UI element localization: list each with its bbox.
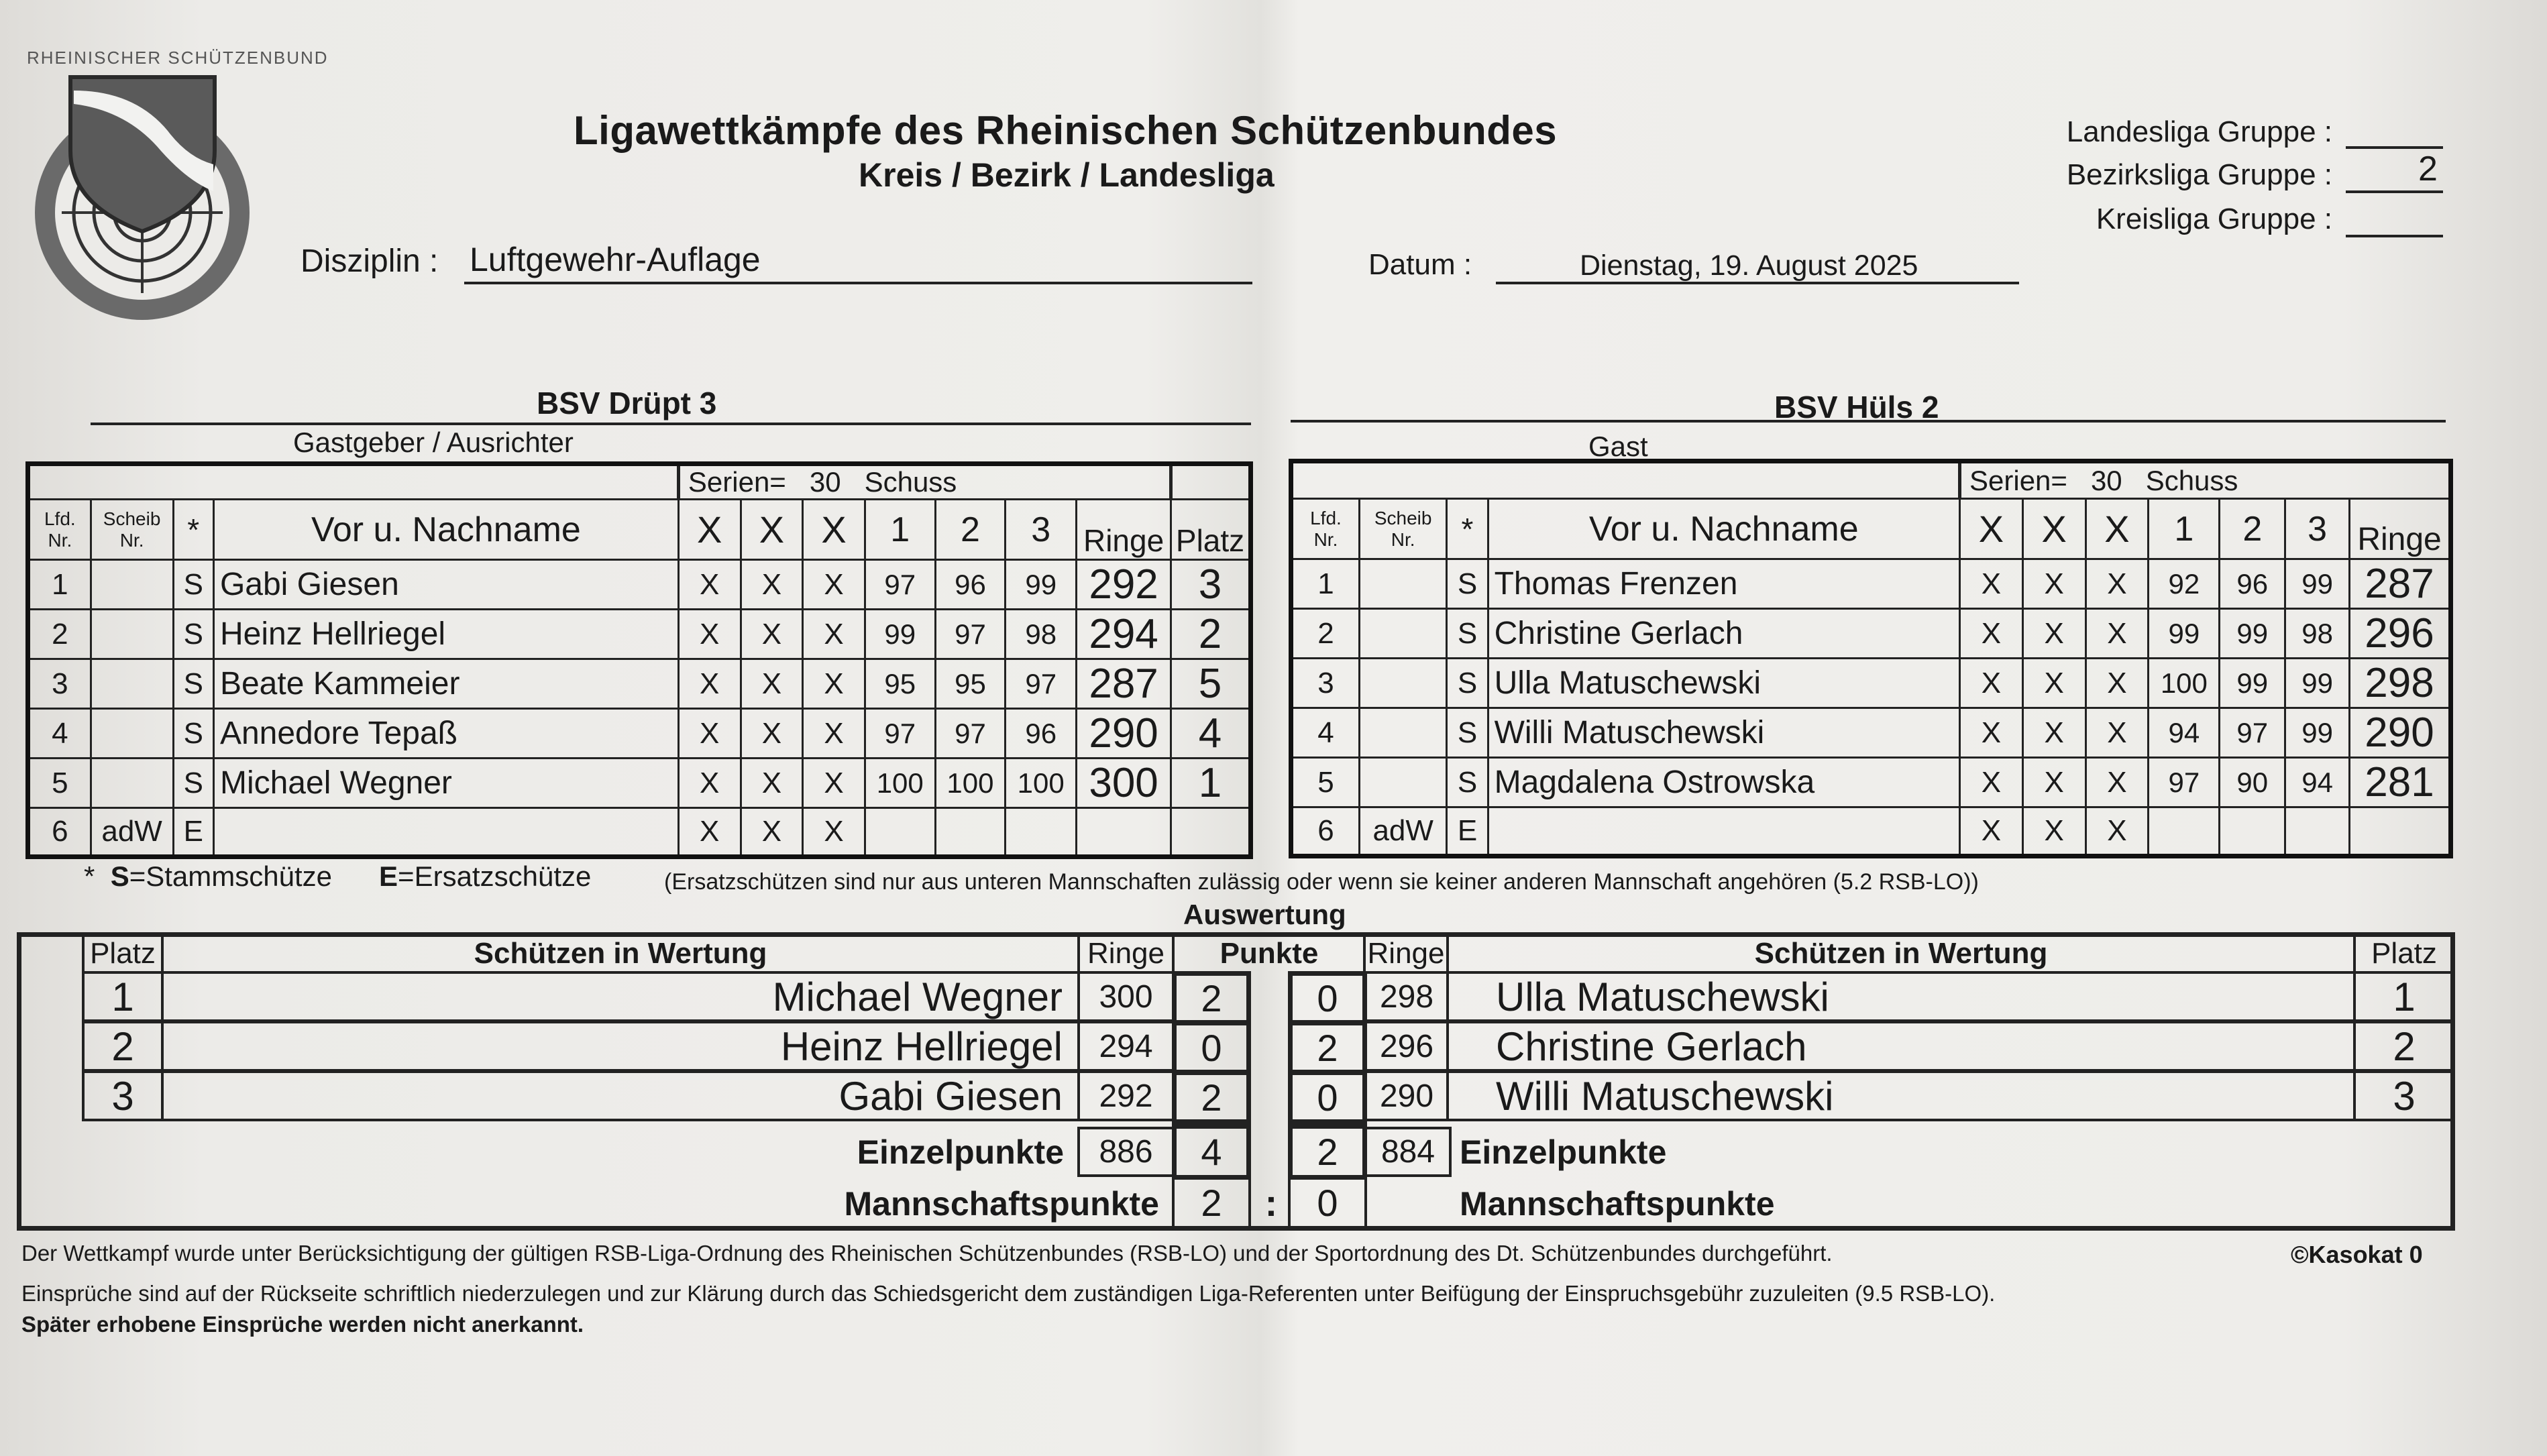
home-cell-typ: S [173, 659, 213, 709]
guest-auswertung-platz-text: 3 [2393, 1073, 2416, 1119]
home-auswertung-punkte-text: 0 [1201, 1026, 1222, 1069]
home-cell-name: Annedore Tepaß [213, 709, 678, 759]
home-auswertung-ringe [1077, 971, 1175, 1022]
guest-cell-ringe: 296 [2350, 609, 2451, 659]
guest-auswertung-platz [2353, 1021, 2455, 1072]
home-cell-scheib [91, 610, 173, 659]
guest-auswertung-platz-text: 1 [2393, 974, 2416, 1019]
guest-cell-ringe: 287 [2350, 559, 2451, 609]
disziplin-value: Luftgewehr-Auflage [470, 241, 761, 278]
home-cell-nr: 1 [28, 560, 91, 610]
home-team-name: BSV Drüpt 3 [537, 386, 717, 421]
home-cell-x3: X [803, 659, 865, 709]
home-cell-nr: 5 [28, 759, 91, 808]
guest-cell-ringe: 290 [2350, 708, 2451, 758]
guest-cell-s3: 99 [2285, 708, 2350, 758]
home-cell-s1: 100 [865, 759, 935, 808]
home-cell-x2: X [741, 709, 803, 759]
guest-cell-s3: 99 [2285, 559, 2350, 609]
guest-ringe-total: 884 [1364, 1127, 1452, 1177]
home-einzelpunkte: 4 [1172, 1124, 1251, 1180]
guest-cell-name [1488, 807, 1959, 856]
guest-ringe-header: Ringe [1363, 934, 1449, 974]
home-row [28, 560, 1251, 610]
kreisliga-label: Kreisliga Gruppe : [2096, 203, 2332, 235]
home-cell-x3: X [803, 759, 865, 808]
home-cell-ringe [1077, 808, 1171, 857]
home-serien-header: Serien= 30 Schuss [678, 464, 1171, 500]
home-cell-scheib [91, 759, 173, 808]
guest-mannschaftspunkte-label: Mannschaftspunkte [1460, 1184, 1775, 1223]
home-row [28, 709, 1251, 759]
guest-cell-nr: 2 [1291, 609, 1360, 659]
guest-cell-name: Thomas Frenzen [1488, 559, 1959, 609]
home-cell-x2: X [741, 560, 803, 610]
guest-row [1291, 708, 2451, 758]
home-score-table [25, 461, 1253, 859]
guest-cell-typ: E [1447, 807, 1488, 856]
punkte-header: Punkte [1220, 937, 1319, 970]
guest-serien-header: Serien= 30 Schuss [1960, 461, 2451, 499]
home-row [28, 808, 1251, 857]
rsb-logo-icon [27, 48, 329, 325]
home-cell-s2: 97 [935, 610, 1006, 659]
guest-cell-s1: 99 [2149, 609, 2220, 659]
guest-auswertung-platz [2353, 971, 2455, 1022]
home-cell-x1: X [678, 560, 741, 610]
home-auswertung-punkte-text: 2 [1201, 976, 1222, 1019]
home-cell-x2: X [741, 610, 803, 659]
home-cell-s3: 100 [1006, 759, 1077, 808]
auswertung-title: Auswertung [1183, 899, 1346, 930]
guest-cell-scheib: adW [1359, 807, 1446, 856]
home-cell-x2: X [741, 808, 803, 857]
home-auswertung-name-text: Gabi Giesen [838, 1073, 1063, 1119]
guest-cell-ringe [2350, 807, 2451, 856]
guest-cell-x3: X [2085, 659, 2149, 708]
home-cell-s1: 99 [865, 610, 935, 659]
landesliga-label: Landesliga Gruppe : [2066, 115, 2332, 148]
home-team-line [91, 423, 1251, 425]
page-title: Ligawettkämpfe des Rheinischen Schützenbundes [574, 108, 1558, 153]
guest-cell-x2: X [2022, 609, 2085, 659]
guest-cell-x1: X [1960, 758, 2023, 807]
home-auswertung-name-text: Michael Wegner [772, 974, 1063, 1019]
home-cell-name: Gabi Giesen [213, 560, 678, 610]
guest-cell-typ: S [1447, 659, 1488, 708]
home-auswertung-platz [82, 1070, 164, 1121]
home-cell-ringe: 300 [1077, 759, 1171, 808]
home-cell-name: Michael Wegner [213, 759, 678, 808]
home-auswertung-platz [82, 971, 164, 1022]
home-cell-s1: 97 [865, 560, 935, 610]
guest-cell-s1: 100 [2149, 659, 2220, 708]
home-schuetzen-header: Schützen in Wertung [161, 934, 1080, 974]
footer-line-2: Einsprüche sind auf der Rückseite schriftlich niederzulegen und zur Klärung durch das Schiedsgericht dem zuständigen Liga-Referenten unter Beifügung der Einspruchsgebühr zuzuleiten (9.5 RSB-LO). [21, 1281, 1996, 1306]
guest-cell-name: Ulla Matuschewski [1488, 659, 1959, 708]
home-cell-s2: 96 [935, 560, 1006, 610]
disziplin-line [464, 282, 1252, 284]
guest-auswertung-name [1446, 1070, 2356, 1121]
home-auswertung-name [161, 1021, 1080, 1072]
guest-cell-x2: X [2022, 659, 2085, 708]
home-auswertung-punkte [1172, 1070, 1251, 1124]
guest-cell-s3: 94 [2285, 758, 2350, 807]
guest-cell-s3 [2285, 807, 2350, 856]
home-cell-nr: 2 [28, 610, 91, 659]
guest-cell-typ: S [1447, 609, 1488, 659]
guest-row [1291, 559, 2451, 609]
home-row [28, 759, 1251, 808]
guest-row [1291, 659, 2451, 708]
kreisliga-line [2346, 235, 2443, 237]
guest-einzelpunkte: 2 [1288, 1124, 1367, 1180]
home-cell-s2 [935, 808, 1006, 857]
home-cell-s3: 98 [1006, 610, 1077, 659]
guest-cell-x2: X [2022, 559, 2085, 609]
guest-auswertung-punkte-text: 2 [1317, 1026, 1338, 1069]
footer-line-3: Später erhobene Einsprüche werden nicht anerkannt. [21, 1312, 584, 1337]
home-cell-s1 [865, 808, 935, 857]
guest-cell-s2: 97 [2220, 708, 2285, 758]
guest-cell-scheib [1359, 758, 1446, 807]
guest-auswertung-ringe-text: 296 [1379, 1028, 1434, 1064]
home-auswertung-name-text: Heinz Hellriegel [780, 1023, 1063, 1069]
guest-cell-typ: S [1447, 708, 1488, 758]
guest-cell-s1 [2149, 807, 2220, 856]
guest-cell-ringe: 281 [2350, 758, 2451, 807]
guest-cell-x2: X [2022, 807, 2085, 856]
guest-auswertung-name [1446, 971, 2356, 1022]
home-cell-scheib [91, 560, 173, 610]
home-row [28, 610, 1251, 659]
guest-cell-scheib [1359, 609, 1446, 659]
home-auswertung-platz-text: 3 [111, 1073, 134, 1119]
home-auswertung-platz-text: 2 [111, 1023, 134, 1069]
guest-schuetzen-header: Schützen in Wertung [1446, 934, 2356, 974]
home-auswertung-ringe-text: 300 [1099, 978, 1153, 1015]
guest-cell-typ: S [1447, 559, 1488, 609]
home-cell-ringe: 290 [1077, 709, 1171, 759]
guest-cell-x3: X [2085, 807, 2149, 856]
datum-label: Datum : [1368, 248, 1472, 281]
home-cell-s3: 96 [1006, 709, 1077, 759]
guest-cell-s2: 96 [2220, 559, 2285, 609]
guest-auswertung-name-text: Willi Matuschewski [1496, 1073, 1834, 1119]
guest-cell-nr: 3 [1291, 659, 1360, 708]
home-cell-scheib [91, 659, 173, 709]
home-cell-s1: 97 [865, 709, 935, 759]
home-cell-s2: 97 [935, 709, 1006, 759]
home-einzelpunkte-label: Einzelpunkte [857, 1133, 1064, 1171]
disziplin-label: Disziplin : [301, 243, 439, 279]
home-cell-s2: 100 [935, 759, 1006, 808]
guest-cell-x2: X [2022, 708, 2085, 758]
home-cell-s1: 95 [865, 659, 935, 709]
guest-cell-x1: X [1960, 659, 2023, 708]
home-cell-name [213, 808, 678, 857]
guest-cell-s1: 97 [2149, 758, 2220, 807]
home-auswertung-ringe-text: 292 [1099, 1078, 1153, 1114]
bezirksliga-value: 2 [2418, 150, 2438, 188]
datum-line [1496, 282, 2019, 284]
guest-cell-name: Willi Matuschewski [1488, 708, 1959, 758]
home-cell-x1: X [678, 759, 741, 808]
home-cell-x1: X [678, 808, 741, 857]
guest-cell-scheib [1359, 659, 1446, 708]
home-cell-x3: X [803, 560, 865, 610]
home-mannschaftspunkte-label: Mannschaftspunkte [844, 1184, 1159, 1223]
guest-row [1291, 609, 2451, 659]
home-cell-platz: 5 [1171, 659, 1251, 709]
guest-cell-typ: S [1447, 758, 1488, 807]
guest-cell-x1: X [1960, 609, 2023, 659]
datum-value: Dienstag, 19. August 2025 [1580, 249, 1918, 282]
home-cell-typ: S [173, 759, 213, 808]
guest-auswertung-ringe [1364, 1070, 1449, 1121]
home-auswertung-name [161, 971, 1080, 1022]
home-auswertung-punkte-text: 2 [1201, 1076, 1222, 1119]
guest-cell-s1: 94 [2149, 708, 2220, 758]
guest-team-name: BSV Hüls 2 [1774, 390, 1939, 425]
home-ringe-header: Ringe [1077, 934, 1175, 974]
guest-cell-scheib [1359, 559, 1446, 609]
guest-cell-x1: X [1960, 708, 2023, 758]
home-auswertung-ringe-text: 294 [1099, 1028, 1153, 1064]
guest-row [1291, 807, 2451, 856]
home-cell-scheib: adW [91, 808, 173, 857]
home-cell-x3: X [803, 808, 865, 857]
guest-team-line [1291, 420, 2446, 423]
home-cell-nr: 6 [28, 808, 91, 857]
guest-cell-nr: 5 [1291, 758, 1360, 807]
home-cell-x1: X [678, 709, 741, 759]
home-header-row: Lfd. Nr. Scheib Nr. * Vor u. Nachname X X X 1 2 3 Ringe Platz [28, 500, 1251, 560]
home-cell-ringe: 287 [1077, 659, 1171, 709]
guest-auswertung-punkte-text: 0 [1317, 976, 1338, 1019]
guest-cell-x3: X [2085, 609, 2149, 659]
home-cell-x3: X [803, 709, 865, 759]
home-cell-ringe: 292 [1077, 560, 1171, 610]
guest-auswertung-platz-text: 2 [2393, 1023, 2416, 1069]
bezirksliga-line [2346, 190, 2443, 193]
home-cell-x2: X [741, 759, 803, 808]
home-cell-platz [1171, 808, 1251, 857]
legend: * S=Stammschütze E=Ersatzschütze [84, 860, 592, 892]
guest-auswertung-punkte [1288, 1021, 1367, 1074]
guest-cell-nr: 1 [1291, 559, 1360, 609]
home-auswertung-platz [82, 1021, 164, 1072]
home-cell-s3: 97 [1006, 659, 1077, 709]
home-cell-typ: S [173, 610, 213, 659]
guest-auswertung-name-text: Christine Gerlach [1496, 1023, 1807, 1069]
home-cell-scheib [91, 709, 173, 759]
home-auswertung-punkte [1172, 971, 1251, 1025]
legend-note: (Ersatzschützen sind nur aus unteren Mannschaften zulässig oder wenn sie keiner anderen Mannschaft angehören (5.2 RSB-LO)) [664, 869, 1979, 895]
guest-cell-x3: X [2085, 708, 2149, 758]
home-cell-x3: X [803, 610, 865, 659]
guest-cell-name: Christine Gerlach [1488, 609, 1959, 659]
guest-cell-s2: 90 [2220, 758, 2285, 807]
home-cell-x1: X [678, 610, 741, 659]
guest-cell-s1: 92 [2149, 559, 2220, 609]
guest-cell-s3: 98 [2285, 609, 2350, 659]
guest-cell-x3: X [2085, 559, 2149, 609]
home-cell-x2: X [741, 659, 803, 709]
guest-auswertung-ringe-text: 290 [1379, 1078, 1434, 1114]
home-cell-typ: E [173, 808, 213, 857]
home-platz-header: Platz [82, 934, 164, 974]
guest-auswertung-punkte [1288, 971, 1367, 1025]
home-cell-platz: 4 [1171, 709, 1251, 759]
guest-cell-s2: 99 [2220, 609, 2285, 659]
guest-platz-header: Platz [2353, 934, 2455, 974]
logo-text: RHEINISCHER SCHÜTZENBUND [27, 48, 329, 68]
guest-auswertung-punkte [1288, 1070, 1367, 1124]
footer-line-1: Der Wettkampf wurde unter Berücksichtigung der gültigen RSB-Liga-Ordnung des Rheinischen Schützenbundes (RSB-LO) und der Sportordnung des Dt. Schützenbundes durchgeführt. [21, 1241, 1833, 1266]
home-cell-platz: 1 [1171, 759, 1251, 808]
guest-auswertung-name-text: Ulla Matuschewski [1496, 974, 1829, 1019]
guest-team-role: Gast [1588, 431, 1648, 462]
guest-cell-s2: 99 [2220, 659, 2285, 708]
points-colon: : [1264, 1182, 1278, 1224]
home-cell-x1: X [678, 659, 741, 709]
guest-auswertung-ringe-text: 298 [1379, 978, 1434, 1015]
guest-cell-nr: 6 [1291, 807, 1360, 856]
guest-cell-scheib [1359, 708, 1446, 758]
home-cell-nr: 4 [28, 709, 91, 759]
guest-auswertung-ringe [1364, 1021, 1449, 1072]
guest-cell-x1: X [1960, 559, 2023, 609]
guest-cell-x1: X [1960, 807, 2023, 856]
guest-auswertung-platz [2353, 1070, 2455, 1121]
home-cell-s2: 95 [935, 659, 1006, 709]
footer-copyright: ©Kasokat 0 [2291, 1241, 2423, 1268]
guest-row [1291, 758, 2451, 807]
home-cell-typ: S [173, 709, 213, 759]
page-subtitle: Kreis / Bezirk / Landesliga [859, 156, 1275, 194]
home-cell-ringe: 294 [1077, 610, 1171, 659]
guest-cell-ringe: 298 [2350, 659, 2451, 708]
guest-cell-s3: 99 [2285, 659, 2350, 708]
guest-cell-nr: 4 [1291, 708, 1360, 758]
home-auswertung-ringe [1077, 1021, 1175, 1072]
guest-cell-s2 [2220, 807, 2285, 856]
home-cell-name: Beate Kammeier [213, 659, 678, 709]
home-auswertung-name [161, 1070, 1080, 1121]
guest-auswertung-ringe [1364, 971, 1449, 1022]
home-cell-platz: 3 [1171, 560, 1251, 610]
guest-auswertung-punkte-text: 0 [1317, 1076, 1338, 1119]
home-auswertung-punkte [1172, 1021, 1251, 1074]
home-auswertung-platz-text: 1 [111, 974, 134, 1019]
guest-header-row: Lfd. Nr. Scheib Nr. * Vor u. Nachname X X X 1 2 3 Ringe [1291, 499, 2451, 559]
home-cell-name: Heinz Hellriegel [213, 610, 678, 659]
guest-cell-x3: X [2085, 758, 2149, 807]
home-cell-s3: 99 [1006, 560, 1077, 610]
home-row [28, 659, 1251, 709]
guest-score-table [1289, 459, 2453, 858]
guest-auswertung-name [1446, 1021, 2356, 1072]
home-cell-typ: S [173, 560, 213, 610]
guest-cell-x2: X [2022, 758, 2085, 807]
home-ringe-total: 886 [1077, 1127, 1175, 1177]
home-mannschaftspunkte: 2 [1172, 1177, 1251, 1229]
home-cell-s3 [1006, 808, 1077, 857]
bezirksliga-label: Bezirksliga Gruppe : [2066, 158, 2332, 191]
guest-mannschaftspunkte: 0 [1288, 1177, 1367, 1229]
home-cell-nr: 3 [28, 659, 91, 709]
home-cell-platz: 2 [1171, 610, 1251, 659]
guest-cell-name: Magdalena Ostrowska [1488, 758, 1959, 807]
guest-einzelpunkte-label: Einzelpunkte [1460, 1133, 1667, 1171]
home-team-role: Gastgeber / Ausrichter [293, 427, 574, 458]
home-auswertung-ringe [1077, 1070, 1175, 1121]
